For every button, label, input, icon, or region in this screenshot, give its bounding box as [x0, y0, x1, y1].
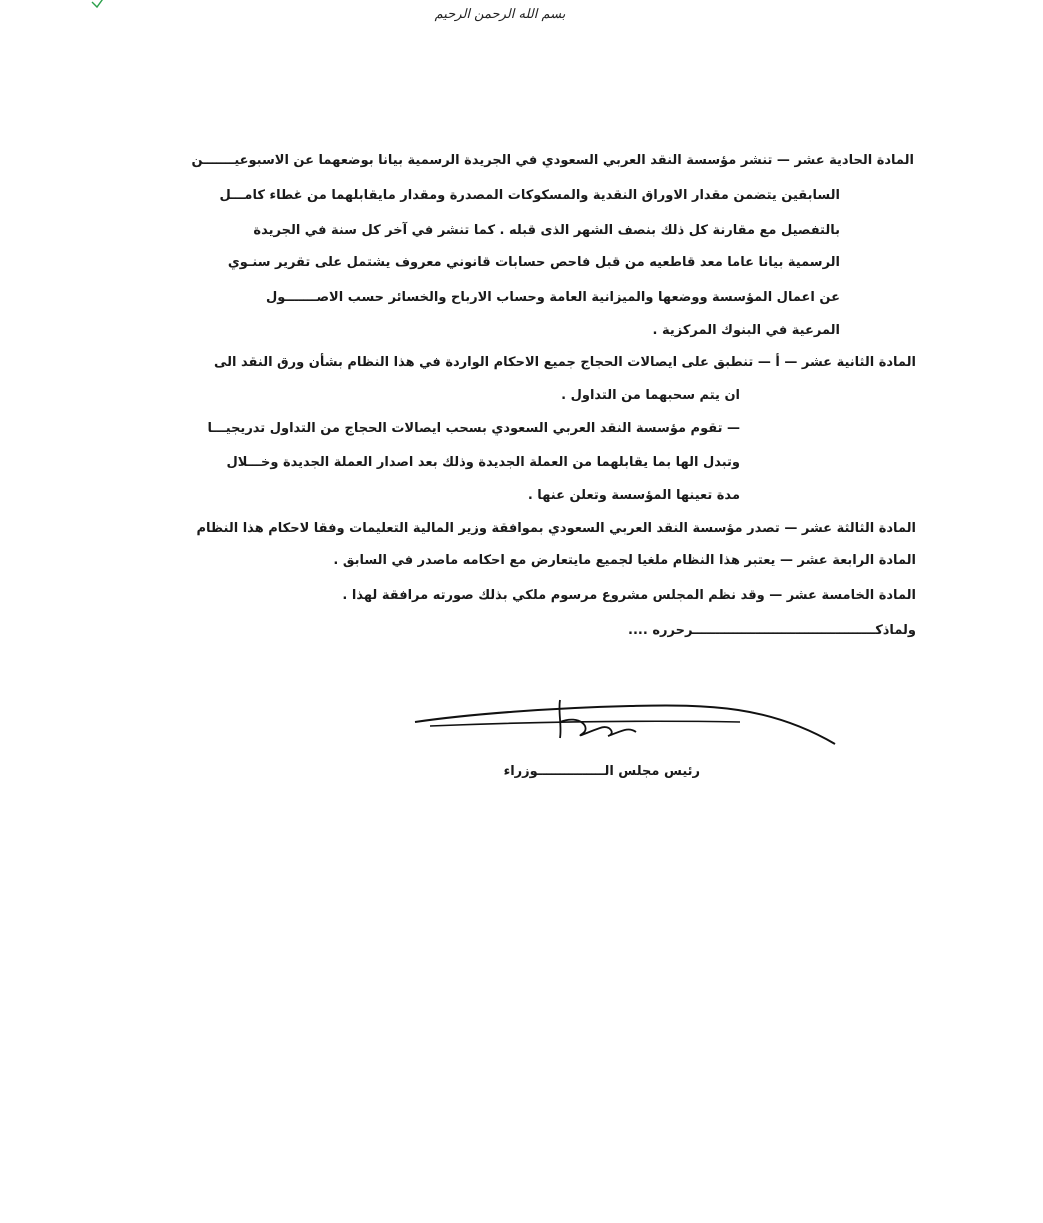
- article-15-line: المادة الخامسة عشر — وقد نظم المجلس مشروع مرسوم ملكي بذلك صورته مرافقة لهذا .: [342, 588, 916, 603]
- article-14-line: المادة الرابعة عشر — يعتبر هذا النظام ملغيا لجميع مايتعارض مع احكامه ماصدر في السابق .: [333, 553, 916, 568]
- handwritten-signature: [410, 692, 840, 752]
- article-11-line-6: المرعية في البنوك المركزية .: [652, 323, 840, 338]
- article-12-line-1: المادة الثانية عشر — أ — تنطبق على ايصالات الحجاج جميع الاحكام الواردة في هذا النظام بشأن ورق النقد الى: [214, 355, 916, 370]
- basmala-header: بسم الله الرحمن الرحيم: [434, 7, 566, 22]
- article-12-line-5: مدة تعينها المؤسسة وتعلن عنها .: [527, 488, 740, 503]
- green-check-mark-icon: [90, 0, 106, 10]
- article-12-line-3: — تقوم مؤسسة النقد العربي السعودي بسحب ايصالات الحجاج من التداول تدريجيـــا: [207, 421, 740, 436]
- article-11-line-1: المادة الحادية عشر — تنشر مؤسسة النقد العربي السعودي في الجريدة الرسمية بيانا بوضعهما عن الاسبوعيـــــــن: [191, 153, 914, 168]
- article-11-line-5: عن اعمال المؤسسة ووضعها والميزانية العامة وحساب الارباح والخسائر حسب الاصـــــــول: [265, 290, 840, 305]
- signature-title: رئيس مجلس الـــــــــــــــوزراء: [503, 764, 700, 779]
- closing-line: ولماذكـــــــــــــــــــــــــــــــــــــــــرحرره ....: [628, 623, 916, 638]
- article-13-line: المادة الثالثة عشر — تصدر مؤسسة النقد العربي السعودي بموافقة وزير المالية التعليمات وفقا لاحكام هذا النظام: [196, 521, 916, 536]
- article-11-line-3: بالتفصيل مع مقارنة كل ذلك بنصف الشهر الذى قبله . كما تنشر في آخر كل سنة في الجريدة: [253, 223, 840, 238]
- article-11-line-2: السابقين يتضمن مقدار الاوراق النقدية والمسكوكات المصدرة ومقدار مايقابلهما من غطاء كامـــل: [219, 188, 840, 203]
- article-12-line-2: ان يتم سحبهما من التداول .: [561, 388, 740, 403]
- article-11-line-4: الرسمية بيانا عاما معد قاطعيه من قبل فاحص حسابات قانوني معروف يشتمل على تقرير سنـوي: [227, 255, 840, 270]
- article-12-line-4: وتبدل الها بما يقابلهما من العملة الجديدة وذلك بعد اصدار العملة الجديدة وخـــلال: [226, 455, 740, 470]
